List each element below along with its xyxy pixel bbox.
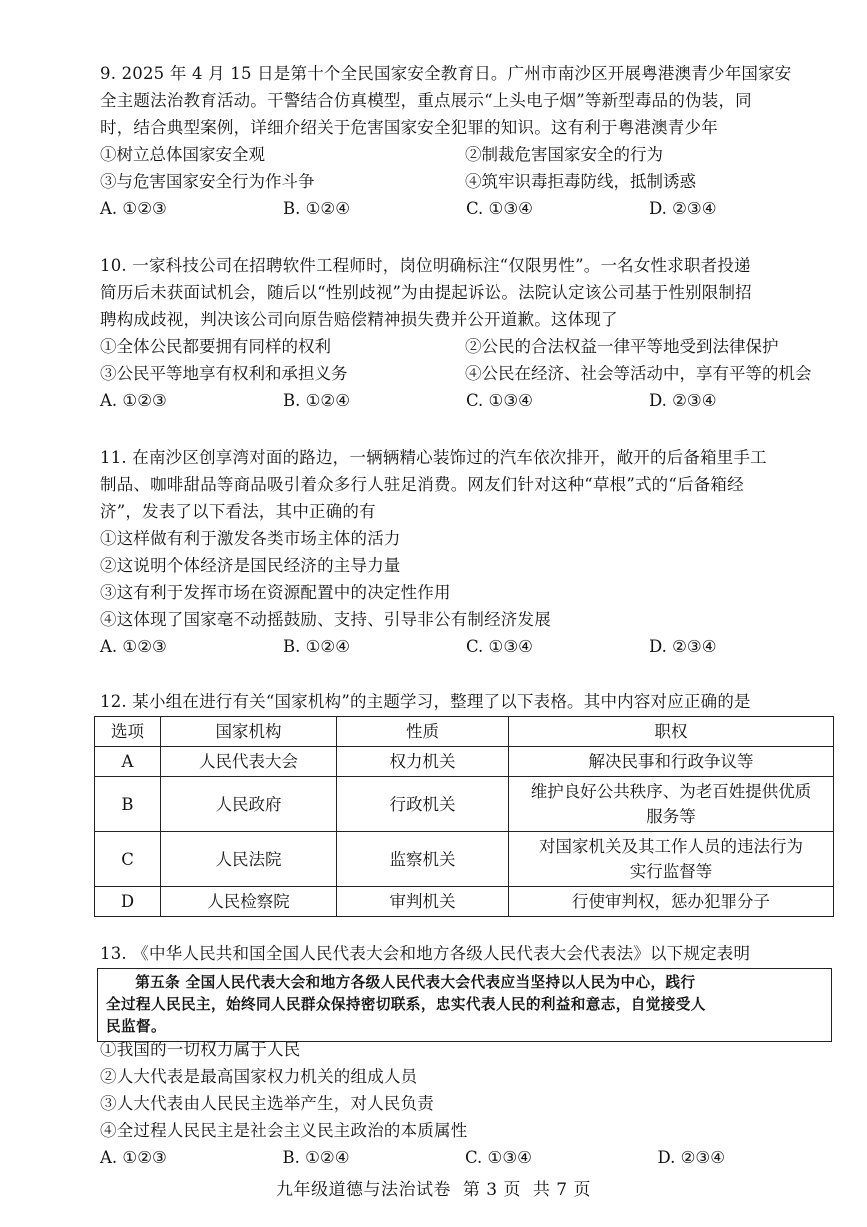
q9-choice-c: C. ①③④ xyxy=(466,199,533,218)
q13-choice-c: C. ①③④ xyxy=(465,1148,532,1167)
q11-stem-line-2: 制品、咖啡甜品等商品吸引着众多行人驻足消费。网友们针对这种“草根”式的“后备箱经 xyxy=(100,475,744,494)
q9-choice-d: D. ②③④ xyxy=(649,199,717,218)
q13-choice-d: D. ②③④ xyxy=(657,1148,726,1167)
q9-stem-line-2: 全主题法治教育活动。干警结合仿真模型，重点展示“上头电子烟”等新型毒品的伪装，同 xyxy=(100,91,752,110)
question-13-options xyxy=(100,1036,840,1171)
q9-choices xyxy=(100,195,840,222)
footer-page-number: 第 3 页 xyxy=(462,1180,521,1200)
q11-choice-a: A. ①②③ xyxy=(100,637,167,656)
q9-choice-b: B. ①②④ xyxy=(283,199,350,218)
table-cell-nature: 监察机关 xyxy=(337,832,509,887)
table-cell-organ: 人民检察院 xyxy=(161,887,337,917)
q11-choice-c: C. ①③④ xyxy=(466,637,533,656)
table-cell-option: C xyxy=(95,832,161,887)
q11-statement-2: ②这说明个体经济是国民经济的主导力量 xyxy=(100,556,401,575)
table-cell-nature: 行政机关 xyxy=(337,777,509,832)
q11-statement-3: ③这有利于发挥市场在资源配置中的决定性作用 xyxy=(100,583,451,602)
q10-choice-b: B. ①②④ xyxy=(283,391,350,410)
q9-statement-3: ③与危害国家安全行为作斗争 xyxy=(100,172,315,191)
q9-statement-4: ④筑牢识毒拒毒防线，抵制诱惑 xyxy=(465,172,696,191)
q12-stem: 12. 某小组在进行有关“国家机构”的主题学习，整理了以下表格。其中内容对应正确的是 xyxy=(100,692,751,711)
q11-choice-d: D. ②③④ xyxy=(649,637,717,656)
q10-stem-line-2: 简历后未获面试机会，随后以“性别歧视”为由提起诉讼。法院认定该公司基于性别限制招 xyxy=(100,283,752,302)
table-cell-power: 行使审判权，惩办犯罪分子 xyxy=(509,887,834,917)
table-row xyxy=(95,887,834,917)
q13-choices xyxy=(100,1144,840,1171)
question-11 xyxy=(100,444,840,660)
q13-statement-1: ①我国的一切权力属于人民 xyxy=(100,1040,301,1059)
table-row xyxy=(95,832,834,887)
question-10 xyxy=(100,252,840,414)
q13-stem: 13. 《中华人民共和国全国人民代表大会和地方各级人民代表大会代表法》以下规定表明 xyxy=(100,944,751,963)
q10-choice-d: D. ②③④ xyxy=(649,391,717,410)
q11-choice-b: B. ①②④ xyxy=(283,637,350,656)
q9-statements-row-2 xyxy=(100,168,840,195)
law-line-1: 第五条 全国人民代表大会和地方各级人民代表大会代表应当坚持以人民为中心，践行 xyxy=(135,974,696,991)
table-row xyxy=(95,777,834,832)
q11-stem-line-3: 济”，发表了以下看法，其中正确的有 xyxy=(100,502,376,521)
table-header-nature: 性质 xyxy=(337,717,509,747)
q10-statement-4: ④公民在经济、社会等活动中，享有平等的机会 xyxy=(465,364,812,383)
table-cell-power: 解决民事和行政争议等 xyxy=(509,747,834,777)
q10-stem-line-3: 聘构成歧视，判决该公司向原告赔偿精神损失费并公开道歉。这体现了 xyxy=(100,310,618,329)
q13-choice-a: A. ①②③ xyxy=(100,1148,167,1167)
table-header-row xyxy=(95,717,834,747)
question-12 xyxy=(100,688,840,715)
question-9 xyxy=(100,60,840,222)
q9-choice-a: A. ①②③ xyxy=(100,199,167,218)
table-cell-power-line-2: 服务等 xyxy=(646,807,696,826)
q10-statements-row-1 xyxy=(100,333,840,360)
table-cell-organ: 人民法院 xyxy=(161,832,337,887)
law-line-2: 全过程人民民主，始终同人民群众保持密切联系，忠实代表人民的利益和意志，自觉接受人 xyxy=(106,996,706,1013)
q13-choice-b: B. ①②④ xyxy=(282,1148,350,1167)
q10-statements-row-2 xyxy=(100,360,840,387)
q12-organ-table xyxy=(94,716,834,917)
table-cell-nature: 审判机关 xyxy=(337,887,509,917)
q11-statement-1: ①这样做有利于激发各类市场主体的活力 xyxy=(100,529,401,548)
q10-statement-1: ①全体公民都要拥有同样的权利 xyxy=(100,337,331,356)
q10-stem-line-1: 10. 一家科技公司在招聘软件工程师时，岗位明确标注“仅限男性”。一名女性求职者投递 xyxy=(100,256,751,275)
q13-statement-3: ③人大代表由人民民主选举产生，对人民负责 xyxy=(100,1094,434,1113)
table-cell-nature: 权力机关 xyxy=(337,747,509,777)
q10-statement-3: ③公民平等地享有权利和承担义务 xyxy=(100,364,348,383)
q9-stem-line-1: 9. 2025 年 4 月 15 日是第十个全民国家安全教育日。广州市南沙区开展粤港澳青少年国家安 xyxy=(100,64,792,83)
table-cell-organ: 人民政府 xyxy=(161,777,337,832)
table-header-option: 选项 xyxy=(95,717,161,747)
q10-choices xyxy=(100,387,840,414)
q10-choice-c: C. ①③④ xyxy=(466,391,533,410)
q11-choices xyxy=(100,633,840,660)
page-footer xyxy=(0,1175,867,1200)
table-cell-organ: 人民代表大会 xyxy=(161,747,337,777)
law-line-3: 民监督。 xyxy=(106,1018,166,1035)
q10-choice-a: A. ①②③ xyxy=(100,391,167,410)
q9-statement-2: ②制裁危害国家安全的行为 xyxy=(465,145,663,164)
table-cell-option: A xyxy=(95,747,161,777)
q13-statement-2: ②人大代表是最高国家权力机关的组成人员 xyxy=(100,1067,418,1086)
table-cell-power-line-1: 维护良好公共秩序、为老百姓提供优质 xyxy=(530,782,812,801)
table-cell-power xyxy=(509,832,834,887)
q9-stem-line-3: 时，结合典型案例，详细介绍关于危害国家安全犯罪的知识。这有利于粤港澳青少年 xyxy=(100,118,718,137)
table-row xyxy=(95,747,834,777)
footer-title: 九年级道德与法治试卷 xyxy=(275,1180,451,1200)
q13-law-excerpt xyxy=(97,968,832,1042)
table-cell-power xyxy=(509,777,834,832)
q9-statement-1: ①树立总体国家安全观 xyxy=(100,145,265,164)
q11-stem-line-1: 11. 在南沙区创享湾对面的路边，一辆辆精心装饰过的汽车依次排开，敞开的后备箱里手工 xyxy=(100,448,767,467)
table-header-organ: 国家机构 xyxy=(161,717,337,747)
table-cell-option: D xyxy=(95,887,161,917)
q13-statement-4: ④全过程人民民主是社会主义民主政治的本质属性 xyxy=(100,1121,468,1140)
q11-statement-4: ④这体现了国家毫不动摇鼓励、支持、引导非公有制经济发展 xyxy=(100,610,551,629)
table-cell-power-line-2: 实行监督等 xyxy=(629,862,713,881)
table-cell-option: B xyxy=(95,777,161,832)
footer-total-pages: 共 7 页 xyxy=(532,1180,592,1200)
q9-statements-row-1 xyxy=(100,141,840,168)
q10-statement-2: ②公民的合法权益一律平等地受到法律保护 xyxy=(465,337,779,356)
table-cell-power-line-1: 对国家机关及其工作人员的违法行为 xyxy=(539,837,803,856)
question-13 xyxy=(100,940,840,967)
table-header-power: 职权 xyxy=(509,717,834,747)
